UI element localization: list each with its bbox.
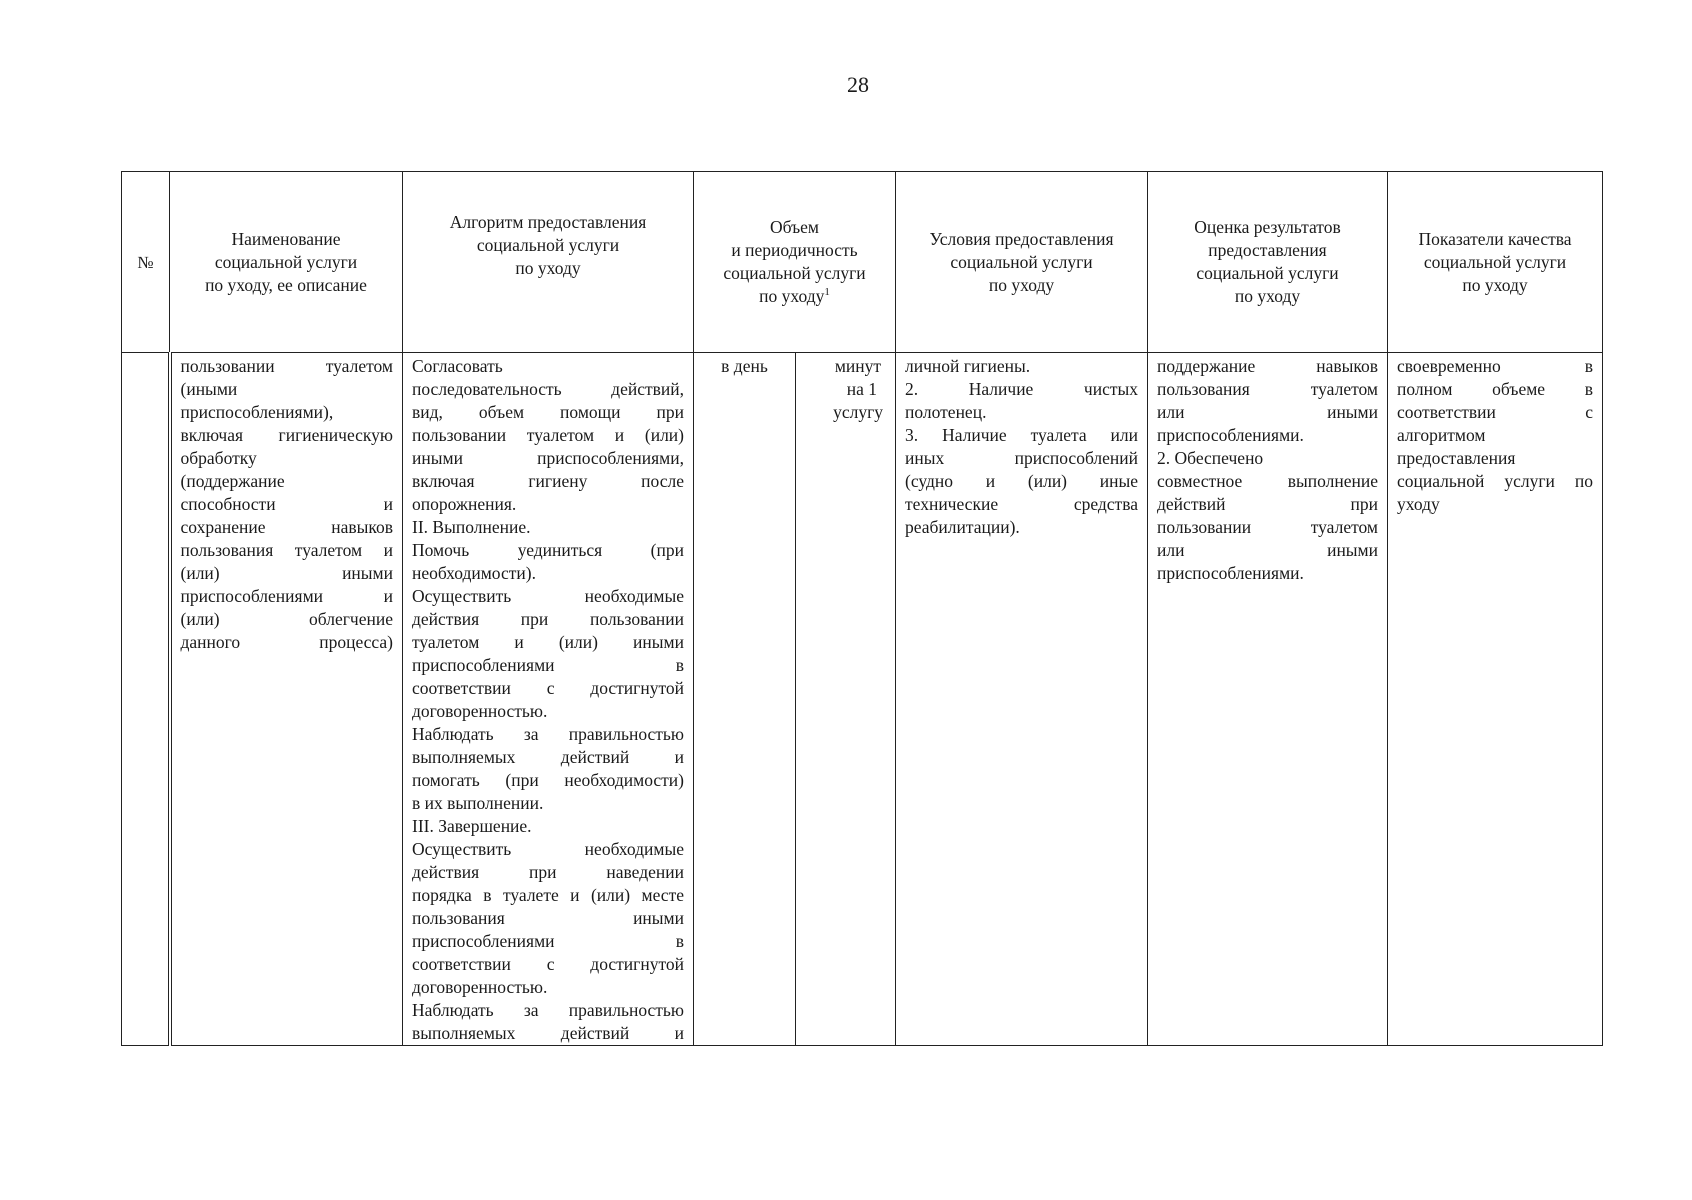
conditions-line: технические средства <box>905 494 1139 514</box>
algorithm-line: выполняемых действий и <box>412 1023 684 1043</box>
conditions-text <box>896 353 1147 539</box>
conditions-line: 3. Наличие туалета или <box>905 425 1139 445</box>
algorithm-line: Помочь уединиться (при <box>412 540 684 560</box>
header-conditions-line: по уходу <box>988 274 1055 295</box>
service-name-line: (иными <box>180 379 238 399</box>
evaluation-line: приспособлениями. <box>1157 425 1304 445</box>
algorithm-text <box>403 353 693 1045</box>
evaluation-line: или иными <box>1157 540 1379 560</box>
service-name-line: приспособлениями), <box>180 402 334 422</box>
header-service-name-line: по уходу, ее описание <box>205 274 367 295</box>
volume-amount-line: минут <box>834 356 882 376</box>
algorithm-line: Наблюдать за правильностью <box>412 1000 684 1020</box>
cell-conditions <box>896 353 1148 1046</box>
cell-service-name <box>170 353 403 1046</box>
quality-line: предоставления <box>1397 448 1516 468</box>
evaluation-line: пользовании туалетом <box>1157 517 1379 537</box>
algorithm-line: пользовании туалетом и (или) <box>412 425 684 445</box>
cell-volume-period <box>694 353 796 1046</box>
header-volume-line: Объем <box>770 217 819 237</box>
algorithm-line: Наблюдать за правильностью <box>412 724 684 744</box>
quality-line: соответствии с <box>1397 402 1594 422</box>
algorithm-line: приспособлениями в <box>412 655 684 675</box>
evaluation-line: 2. Обеспечено <box>1157 448 1264 468</box>
evaluation-line: совместное выполнение <box>1157 471 1379 491</box>
header-volume-line: социальной услуги <box>723 263 866 283</box>
volume-amount-line: услугу <box>833 402 884 422</box>
service-name-line: обработку <box>180 448 257 468</box>
header-conditions-line: Условия предоставления <box>929 228 1114 249</box>
algorithm-line: туалетом и (или) иными <box>412 632 684 652</box>
service-name-line: пользования туалетом и <box>180 540 393 560</box>
header-algorithm-line: по уходу <box>515 258 581 278</box>
header-quality-line: по уходу <box>1462 274 1528 295</box>
algorithm-line: II. Выполнение. <box>412 517 531 537</box>
service-name-line: данного процесса) <box>180 632 393 652</box>
quality-line: социальной услуги по <box>1397 471 1594 491</box>
header-evaluation-line: социальной услуги <box>1196 263 1339 283</box>
header-quality-line: социальной услуги <box>1423 251 1567 272</box>
cell-quality <box>1388 353 1603 1046</box>
evaluation-line: поддержание навыков <box>1157 356 1379 376</box>
algorithm-line: последовательность действий, <box>412 379 684 399</box>
header-conditions-line: социальной услуги <box>950 251 1093 272</box>
algorithm-line: необходимости). <box>412 563 536 583</box>
service-name-line: включая гигиеническую <box>180 425 393 445</box>
evaluation-line: действий при <box>1157 494 1379 514</box>
conditions-line: 2. Наличие чистых <box>905 379 1139 399</box>
evaluation-line: или иными <box>1157 402 1379 422</box>
header-service-name-line: социальной услуги <box>214 251 358 272</box>
header-algorithm-line: социальной услуги <box>476 235 620 255</box>
header-row <box>122 172 1603 353</box>
algorithm-line: выполняемых действий и <box>412 747 684 767</box>
algorithm-line: вид, объем помощи при <box>412 402 684 422</box>
footnote-marker: 1 <box>824 286 830 299</box>
header-quality-line: Показатели качества <box>1418 228 1572 249</box>
algorithm-line: пользования иными <box>412 908 684 928</box>
evaluation-line: пользования туалетом <box>1157 379 1379 399</box>
header-number: № <box>122 172 170 353</box>
header-service-name <box>170 172 403 353</box>
conditions-line: реабилитации). <box>905 517 1020 537</box>
volume-amount-line: на 1 <box>846 379 878 399</box>
algorithm-line: Осуществить необходимые <box>412 839 684 859</box>
service-name-line: пользовании туалетом <box>180 356 393 376</box>
service-name-line: сохранение навыков <box>180 517 393 537</box>
conditions-line: полотенец. <box>905 402 987 422</box>
quality-line: алгоритмом <box>1397 425 1486 445</box>
algorithm-line: в их выполнении. <box>412 793 544 813</box>
cell-evaluation <box>1148 353 1388 1046</box>
algorithm-line: действия при наведении <box>412 862 684 882</box>
evaluation-text <box>1148 353 1387 585</box>
service-name-line: приспособлениями и <box>180 586 393 606</box>
algorithm-line: соответствии с достигнутой <box>412 678 684 698</box>
service-name-line: (или) иными <box>180 563 393 583</box>
algorithm-line: договоренностью. <box>412 977 548 997</box>
algorithm-line: договоренностью. <box>412 701 548 721</box>
service-name-line: (поддержание <box>180 471 285 491</box>
evaluation-line: приспособлениями. <box>1157 563 1304 583</box>
service-name-line: (или) облегчение <box>180 609 393 629</box>
header-volume <box>694 172 896 353</box>
algorithm-line: III. Завершение. <box>412 816 532 836</box>
algorithm-line: порядка в туалете и (или) месте <box>412 885 684 905</box>
header-service-name-line: Наименование <box>231 228 341 249</box>
quality-line: уходу <box>1397 494 1440 514</box>
algorithm-line: соответствии с достигнутой <box>412 954 684 974</box>
page-number: 28 <box>847 72 869 97</box>
header-quality <box>1388 172 1603 353</box>
conditions-line: (судно и (или) иные <box>905 471 1139 491</box>
header-evaluation-line: предоставления <box>1208 240 1327 260</box>
header-evaluation-line: по уходу <box>1234 286 1301 306</box>
conditions-line: иных приспособлений <box>905 448 1139 468</box>
volume-period: в день <box>721 356 768 376</box>
conditions-line: личной гигиены. <box>905 356 1031 376</box>
cell-volume-amount <box>796 353 896 1046</box>
services-table <box>121 171 1603 1046</box>
header-algorithm <box>403 172 694 353</box>
algorithm-line: Согласовать <box>412 356 503 376</box>
algorithm-line: иными приспособлениями, <box>412 448 684 468</box>
algorithm-line: опорожнения. <box>412 494 517 514</box>
header-evaluation <box>1148 172 1388 353</box>
header-evaluation-line: Оценка результатов <box>1194 217 1341 237</box>
algorithm-line: Осуществить необходимые <box>412 586 684 606</box>
algorithm-line: включая гигиену после <box>412 471 684 491</box>
header-volume-line: по уходу$^1$ <box>759 286 830 306</box>
cell-algorithm <box>403 353 694 1046</box>
quality-line: своевременно в <box>1397 356 1594 376</box>
header-volume-line: и периодичность <box>731 240 858 260</box>
service-name-line: способности и <box>180 494 393 514</box>
algorithm-line: помогать (при необходимости) <box>412 770 684 790</box>
algorithm-line: действия при пользовании <box>412 609 684 629</box>
cell-number <box>122 353 170 1046</box>
quality-text <box>1388 353 1602 516</box>
service-name-text <box>172 353 403 654</box>
quality-line: полном объеме в <box>1397 379 1594 399</box>
table-row <box>122 353 1603 1046</box>
algorithm-line: приспособлениями в <box>412 931 684 951</box>
header-conditions <box>896 172 1148 353</box>
header-algorithm-line: Алгоритм предоставления <box>449 212 647 232</box>
